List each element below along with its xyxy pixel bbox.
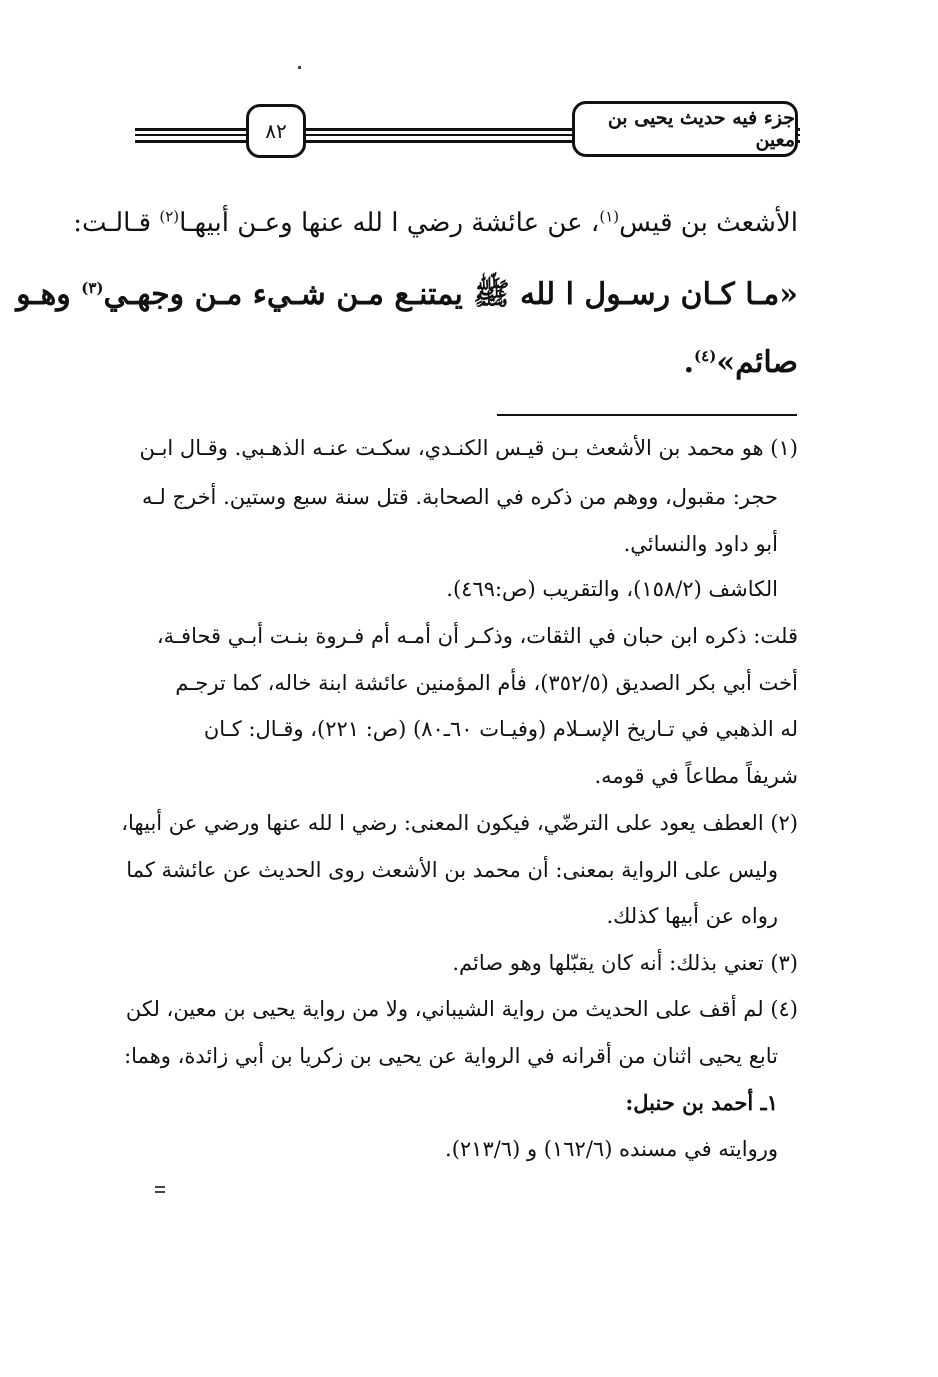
main-text-line-1: الأشعث بن قيس$^{(١)}$، عن عائشة رضي ا لله عنها وعـن أبيهـا$^{(٢)}$ قـالـت: [73, 207, 798, 238]
footnote-2-line-1: (٢) العطف يعود على الترضّي، فيكون المعنى: رضي ا لله عنها ورضي عن أبيها، [121, 811, 798, 835]
footnote-1-line-3: أبو داود والنسائي. [623, 532, 778, 556]
footnote-1-line-6: أخت أبي بكر الصديق (٣٥٢/٥)، فأم المؤمنين عائشة ابنة خاله، كما ترجـم [175, 671, 798, 695]
footnote-1-line-5: قلت: ذكره ابن حبان في الثقات، وذكـر أن أمـه أم فـروة بنـت أبـي قحافـة، [156, 624, 798, 648]
footnote-3-line-1: (٣) تعني بذلك: أنه كان يقبّلها وهو صائم. [452, 951, 798, 975]
footnote-ref-4[interactable]: (٤) [694, 347, 717, 365]
footnote-1-line-4: الكاشف (١٥٨/٢)، والتقريب (ص:٤٦٩). [446, 577, 778, 601]
footnote-4-line-3: ١ـ أحمد بن حنبل: [625, 1090, 778, 1115]
continuation-mark-top [155, 1186, 165, 1188]
page-number: ٨٢ [265, 119, 287, 143]
footnote-4-line-2: تابع يحيى اثنان من أقرانه في الرواية عن يحيى بن زكريا بن أبي زائدة، وهما: [124, 1044, 778, 1068]
footnote-1-line-8: شريفاً مطاعاً في قومه. [594, 764, 798, 788]
footnote-4-line-1: (٤) لم أقف على الحديث من رواية الشيباني، ولا من رواية يحيى بن معين، لكن [125, 997, 798, 1021]
footnote-1-line-2: حجر: مقبول، ووهم من ذكره في الصحابة. قتل سنة سبع وستين. أخرج لـه [141, 485, 778, 509]
main-text-line-2: «مـا كـان رسـول ا لله ﷺ يمتنـع مـن شـيء مـن وجهـي$^{(٣)}$ وهـو [16, 277, 798, 312]
footnote-2-line-3: رواه عن أبيها كذلك. [606, 904, 778, 928]
footnote-separator [497, 414, 797, 416]
footnote-ref-1[interactable]: (١) [599, 207, 620, 226]
running-title: جزء فيه حديث يحيى بن معين [607, 107, 795, 151]
footnote-ref-2[interactable]: (٢) [159, 207, 180, 226]
footnote-1-line-7: له الذهبي في تـاريخ الإسـلام (وفيـات ٦٠ـ٨٠) (ص: ٢٢١)، وقـال: كـان [203, 717, 798, 741]
footnote-4-line-4: وروايته في مسنده (١٦٢/٦) و (٢١٣/٦). [445, 1137, 778, 1161]
running-title-box [572, 101, 798, 157]
page-number-box [246, 104, 306, 158]
scan-speck [298, 66, 301, 69]
footnote-2-line-2: وليس على الرواية بمعنى: أن محمد بن الأشعث روى الحديث عن عائشة كما [126, 858, 778, 882]
main-text-line-3: صائم»$^{(٤)}$. [683, 345, 798, 380]
footnote-1-line-1: (١) هو محمد بن الأشعث بـن قيـس الكنـدي، سكـت عنـه الذهـبي. وقـال ابـن [139, 436, 798, 460]
footnote-ref-3[interactable]: (٣) [81, 279, 104, 297]
continuation-mark-bottom [155, 1191, 165, 1193]
